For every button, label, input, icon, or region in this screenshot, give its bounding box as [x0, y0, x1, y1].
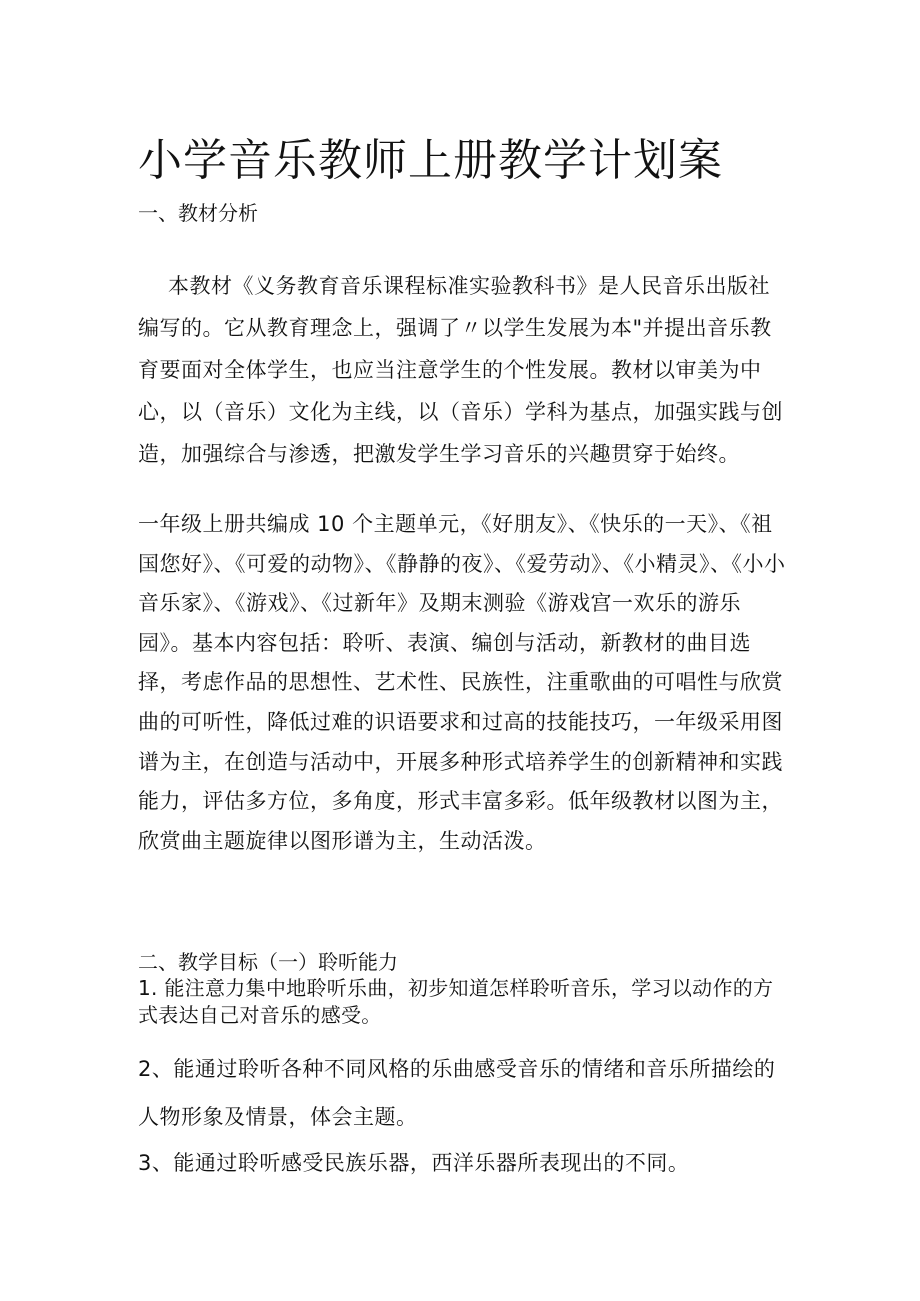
page-title: 小学音乐教师上册教学计划案 — [138, 135, 723, 186]
paragraph-units-content: 一年级上册共编成 10 个主题单元，《好朋友》、《快乐的一天》、《祖国您好》、《可爱的动物》、《静静的夜》、《爱劳动》、《小精灵》、《小小音乐家》、《游戏》、《过新年》及期末测验《游戏宫一欢乐的游乐园》。基本内容包括：聆听、表演、编创与活动，新教材的曲目选择，考虑作品的思想性、艺术性、民族性，注重歌曲的可唱性与欣赏曲的可听性，降低过难的识语要求和过高的技能技巧，一年级采用图谱为主，在创造与活动中，开展多种形式培养学生的创新精神和实践能力，评估多方位，多角度，形式丰富多彩。低年级教材以图为主，欣赏曲主题旋律以图形谱为主，生动活泼。 — [138, 512, 786, 853]
section-heading-goals: 二、教学目标（一）聆听能力 — [138, 950, 398, 974]
goal-item-3: 3、能通过聆听感受民族乐器，西洋乐器所表现出的不同。 — [138, 1151, 690, 1175]
paragraph-textbook-intro: 本教材《义务教育音乐课程标准实验教科书》是人民音乐出版社编写的。它从教育理念上，强调了〃以学生发展为本"并提出音乐教育要面对全体学生，也应当注意学生的个性发展。教材以审美为中心，以（音乐）文化为主线，以（音乐）学科为基点，加强实践与创造，加强综合与渗透，把激发学生学习音乐的兴趣贯穿于始终。 — [138, 274, 783, 466]
goal-item-1: 1. 能注意力集中地聆听乐曲，初步知道怎样聆听音乐，学习以动作的方式表达自己对音乐的感受。 — [138, 976, 774, 1027]
goal-item-2: 2、能通过聆听各种不同风格的乐曲感受音乐的情绪和音乐所描绘的人物形象及情景，体会主题。 — [138, 1057, 776, 1129]
section-heading-analysis: 一、教材分析 — [138, 201, 258, 225]
